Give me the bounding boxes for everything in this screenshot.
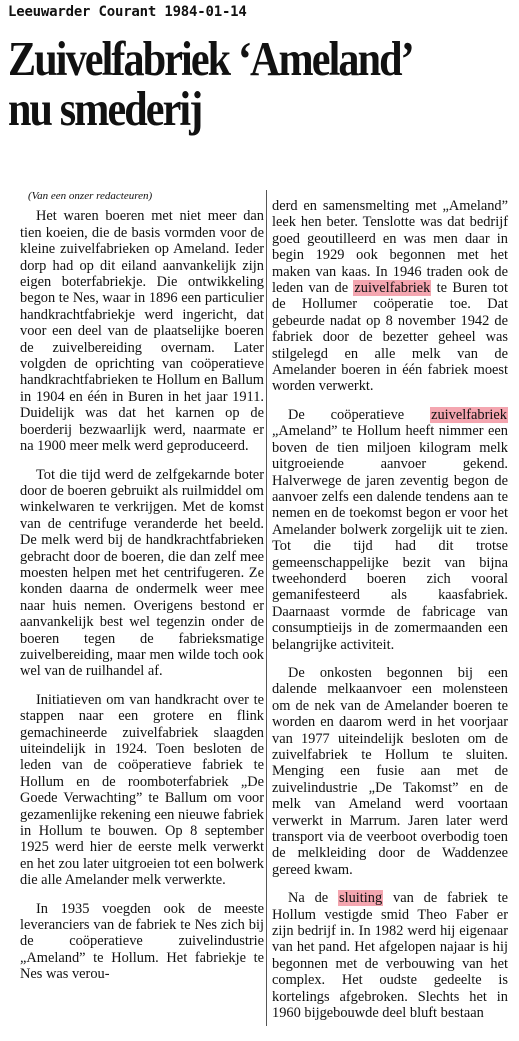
highlighted-term: zuivelfabriek	[354, 280, 431, 297]
paragraph	[272, 890, 508, 1021]
paragraph: Initiatieven om van handkracht over te stappen naar een grotere en flink gemachineerde zuivelfabriek slaagden uiteindelijk in 1924. Toen besloten de leden van de coöperatieve fabriek te Hollum en de roomboterfabriek „De Goede Verwachting” te Ballum om voor gezamenlijke rekening een nieuwe fabriek in Hollum te bouwen. Op 8 september 1925 werd hier de eerste melk verwerkt en het zou later uitgroeien tot een bolwerk die alle Amelander melk verwerkte.	[20, 691, 264, 889]
paragraph: Tot die tijd werd de zelfgekarnde boter door de boeren gebruikt als ruilmiddel om winkelwaren te verkrijgen. Met de komst van de centrifuge veranderde het beeld. De melk werd bij de handkrachtfabrieken gebracht door de boeren, die dan zelf mee moesten helpen met het centrifugeren. Ze konden daarna de ondermelk weer mee naar huis nemen. Overigens bestond er aanvankelijk best wel tegenzin onder de boeren tegen de fabrieksmatige zuivelbereiding, maar men wilde toch ook wel van de ruilhandel af.	[20, 466, 264, 680]
text-run: Na de	[288, 890, 329, 907]
newspaper-source: Leeuwarder Courant 1984-01-14	[8, 4, 247, 20]
text-run: De coöperatieve	[288, 406, 405, 423]
headline-line-2: nu smederij	[8, 81, 202, 136]
text-run: van de fabriek te Hollum vestigde smid Theo Faber er zijn bedrijf in. In 1982 werd hij eigenaar van het pand. Het afgelopen najaar is hij begonnen met de verbouwing van het complex. Het oudste gedeelte is kortelings afgebroken. Slechts het in 1960 bijgebouwde deel bluft bestaan	[272, 890, 508, 1022]
paragraph: De onkosten begonnen bij een dalende melkaanvoer een molensteen om de nek van de Amelander boeren te worden en daarom werd in het voorjaar van 1977 uiteindelijk besloten om de zuivelfabriek te Hollum te sluiten. Menging een fusie aan met de zuivelindustrie „De Takomst” en de melk van Ameland werd voortaan verwerkt in Marrum. Jaren later werd transport via de veerboot overbodig toen de melkleiding door de Waddenzee gereed kwam.	[272, 664, 508, 878]
text-run: derd en samensmelting met „Ameland” leek hen beter. Tenslotte was dat bedrijf goed geoutilleerd en was men daar in begin 1929 ook begonnen met het maken van kaas. In 1946 traden ook de leden van de	[272, 198, 508, 297]
article-column-right	[272, 198, 508, 1034]
text-run: te Buren tot de Hollumer coöperatie toe. Dat gebeurde nadat op 8 november 1942 de fabriek door de bezetter geheel was stilgelegd en alle melk van de Amelander boeren in één fabriek moest worden verwerkt.	[272, 280, 508, 395]
paragraph	[272, 198, 508, 395]
paragraph: Het waren boeren met niet meer dan tien koeien, die de basis vormden voor de kleine zuivelfabrieken op Ameland. Ieder dorp had op dit eiland aanvankelijk zijn eigen boterfabriekje. Die ontwikkeling begon te Nes, waar in 1896 een particulier handkrachtfabriekje werd ingericht, dat voor een deel van de plaatselijke boeren de zuivelbereiding overnam. Later volgden de oprichting van coöperatieve handkrachtfabrieken te Hollum en Ballum in 1904 en één in Buren in het jaar 1911. Duidelijk was dat het karnen op de boerderij bezwaarlijk werd, naarmate er na 1900 meer melk werd geproduceerd.	[20, 208, 264, 455]
highlighted-term: zuivelfabriek	[431, 406, 507, 423]
paragraph	[272, 407, 508, 653]
article-column-left	[20, 188, 264, 995]
column-divider	[266, 190, 267, 1026]
paragraph: In 1935 voegden ook de meeste leveranciers van de fabriek te Nes zich bij de coöperatieve zuivelindustrie „Ameland” te Hollum. Het fabriekje te Nes was verou-	[20, 900, 264, 983]
highlighted-term: sluiting	[339, 890, 383, 907]
text-run: „Ameland” te Hollum heeft nimmer een boven de tien miljoen kilogram melk uitgroeiende aanvoer gekend. Halverwege de jaren zeventig begon de aanvoer zelfs een dalende tendens aan te nemen en de toekomst begon er voor het Amelander bolwerk zorgelijk uit te zien. Tot die tijd had dit trotse gemeenschappelijke bezit van bijna tweehonderd boeren zich vooral gemanifesteerd als kaasfabriek. Daarnaast vormde de fabricage van consumptieijs in de zomermaanden een belangrijke activiteit.	[272, 423, 508, 653]
headline-line-1: Zuivelfabriek ‘Ameland’	[8, 31, 413, 86]
byline: (Van een onzer redacteuren)	[28, 190, 153, 202]
headline	[8, 31, 442, 136]
